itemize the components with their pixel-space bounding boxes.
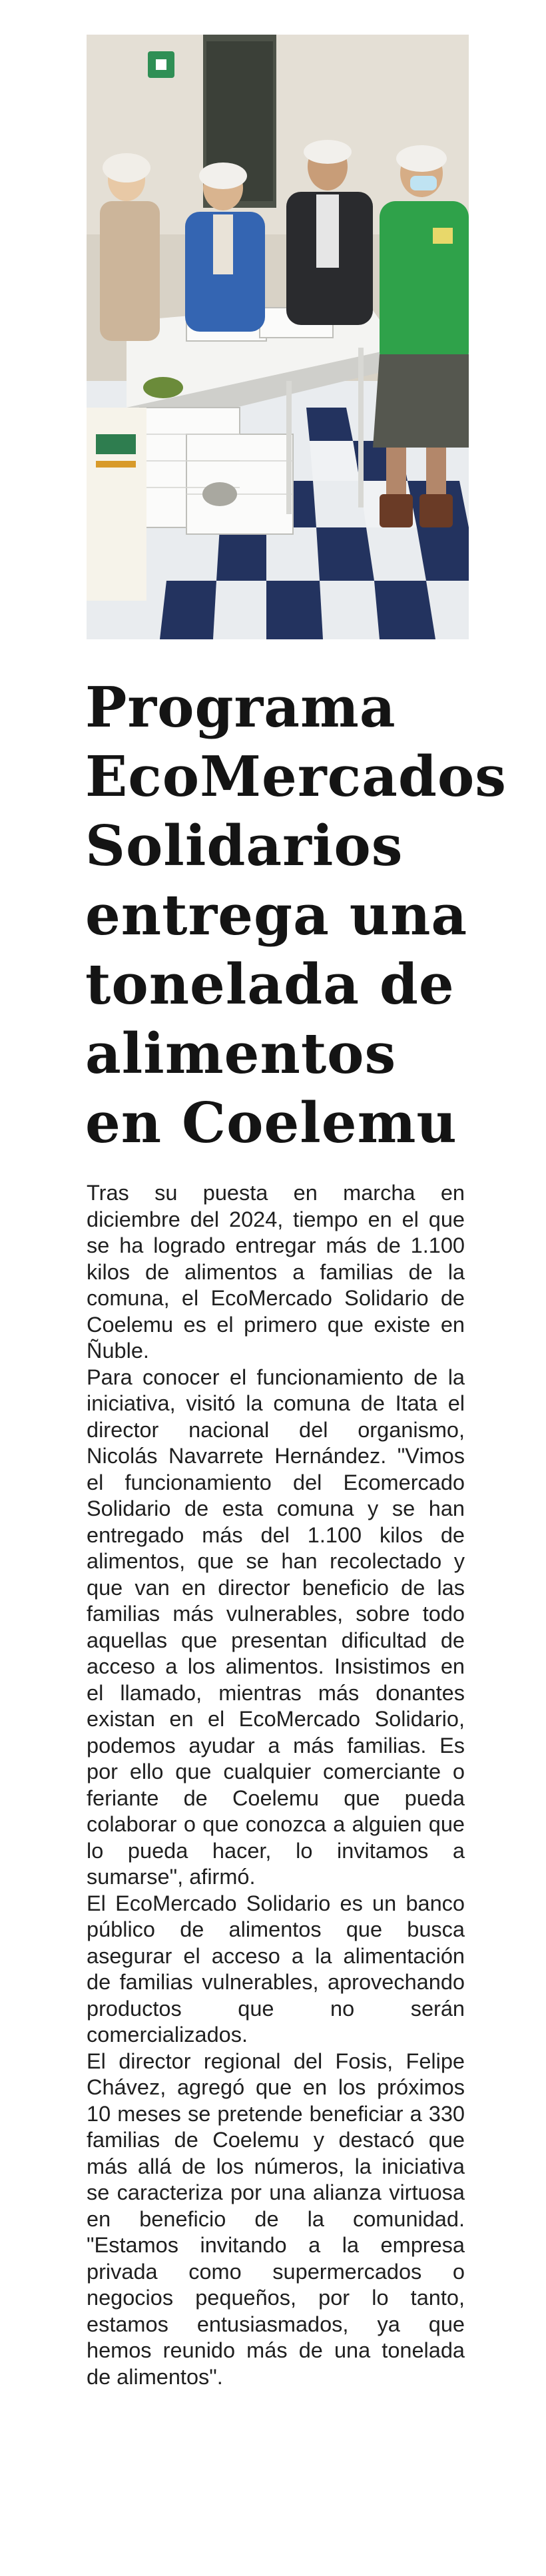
article-paragraph: El EcoMercado Solidario es un banco público de alimentos que busca asegurar el acceso a la alimentación de familias vulnerables, aprovechando productos que no serán comercializados. — [87, 1891, 465, 2047]
article-paragraph: Para conocer el funcionamiento de la iniciativa, visitó la comuna de Itata el director nacional del organismo, Nicolás Navarrete Hernández. "Vimos el funcionamiento del Ecomercado Solidario de esta comuna y se han entregado más del 1.100 kilos de alimentos, que se han recolectado y que van en director beneficio de las familias más vulnerables, sobre todo aquellas que presentan dificultad de acceso a los alimentos. Insistimos en el llamado, mientras más donantes existan en el EcoMercado Solidario, podemos ayudar a más familias. Es por ello que cualquier comerciante o feriante de Coelemu que pueda colaborar o que conozca a alguien que lo pueda hacer, lo invitamos a sumarse", afirmó. — [87, 1365, 465, 1889]
article-paragraph: Tras su puesta en marcha en diciembre del 2024, tiempo en el que se ha logrado entregar más de 1.100 kilos de alimentos a familias de la comuna, el EcoMercado Solidario de Coelemu es el primero que existe en Ñuble. — [87, 1181, 465, 1363]
article-paragraph: El director regional del Fosis, Felipe Chávez, agregó que en los próximos 10 meses se pretende beneficiar a 330 familias de Coelemu y destacó que más allá de los números, la iniciativa se caracteriza por una alianza virtuosa en beneficio de la comunidad. "Estamos invitando a la empresa privada como supermercados o negocios pequeños, por lo tanto, estamos entusiasmados, ya que hemos reunido más de una tonelada de alimentos". — [87, 2049, 465, 2389]
article-headline: Programa EcoMercados Solidarios entrega una tonelada de alimentos en Coelemu — [85, 675, 507, 1155]
photo-illustration — [87, 35, 469, 639]
article-photo — [87, 35, 469, 639]
article-body — [87, 1180, 465, 2390]
